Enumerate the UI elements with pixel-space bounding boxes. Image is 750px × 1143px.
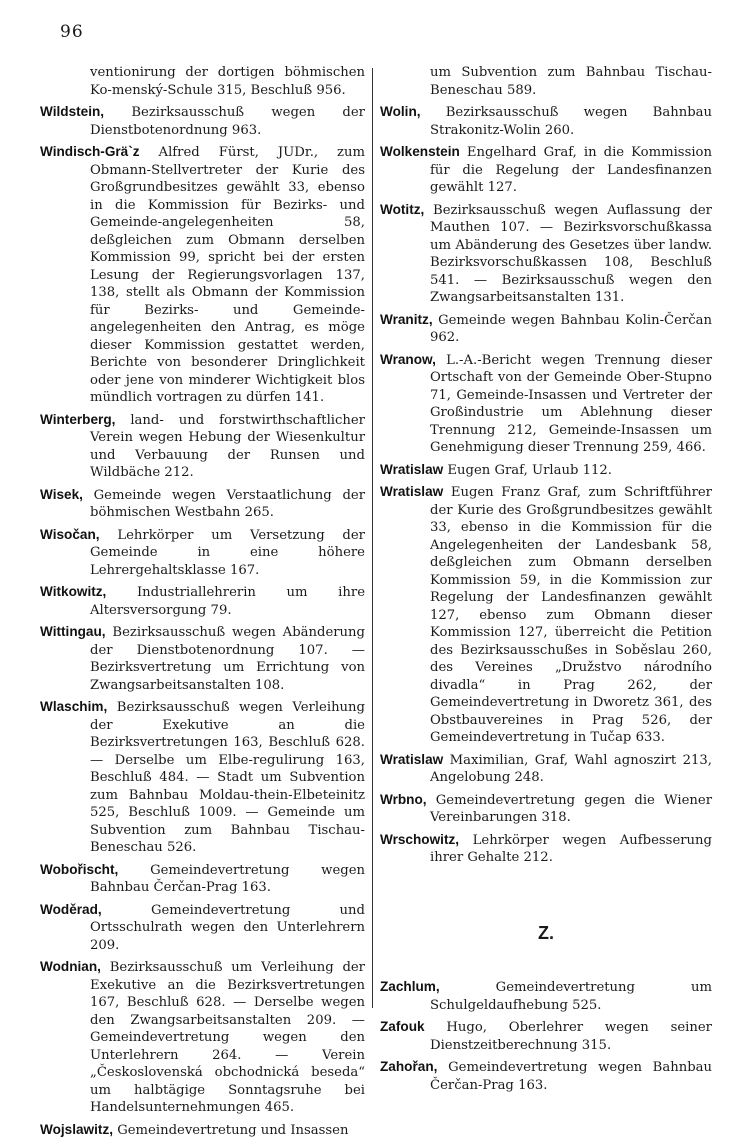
entry-heading: Windisch-Grä`z [40,144,140,159]
entry-text: Bezirksausschuß wegen Auflassung der Mauthen 107. — Bezirksvorschußkassa um Abänderung des Gesetzes über landw. Bezirksvorschußkassen 108, Beschluß 541. — Bezirksausschuß wegen den Zwangsarbeitsanstalten 131. [424,202,712,305]
entry-heading: Zahořan, [380,1059,438,1074]
entry-heading: Wolkenstein [380,144,460,159]
index-entry [380,831,712,867]
entry-heading: Winterberg, [40,411,116,427]
entry-text: Bezirksausschuß wegen Bahnbau Strakonitz-Wolin 260. [420,105,712,138]
page-number: 96 [60,22,84,42]
index-entry [380,1058,712,1094]
entry-heading: Wranow, [380,351,436,367]
entry-text: Lehrkörper um Versetzung der Gemeinde in eine höhere Lehrergehaltsklasse 167. [90,527,365,578]
index-entry [40,1121,365,1140]
entry-text: Gemeindevertretung gegen die Wiener Vereinbarungen 318. [426,792,712,825]
index-entry [380,64,712,99]
entry-text: Gemeinde wegen Verstaatlichung der böhmischen Westbahn 265. [82,487,365,520]
entry-heading: Wranitz, [380,311,433,327]
entry-text: Gemeindevertretung und Insassen [113,1122,349,1138]
entry-heading: Wotitz, [380,201,425,217]
entry-text: Hugo, Oberlehrer wegen seiner Dienstzeitberechnung 315. [424,1020,712,1053]
entry-heading: Wratislaw [380,461,444,477]
index-entry [380,751,712,787]
entry-text: Bezirksausschuß wegen Abänderung der Dienstbotenordnung 107. — Bezirksvertretung um Errichtung von Zwangsarbeitsanstalten 108. [90,625,365,693]
index-entry [40,411,365,482]
right-column [380,64,712,1098]
entry-heading: Wrschowitz, [380,831,460,847]
entry-text: Gemeindevertretung und Ortsschulrath wegen den Unterlehrern 209. [90,902,365,953]
entry-text: Eugen Franz Graf, zum Schriftführer der Kurie des Großgrundbesitzes gewählt 33, ebenso in die Kommission für die Angelegenheiten der Landesbank 58, deßgleichen zum Obmann derselben Kommission 59, in die Kommission zur Regelung der Landesfinanzen gewählt 127, ebenso zum Obmann dieser Kommission 127, überreicht die Petition des Bezirksausschußes in Soběslau 260, des Vereines „Družstvo národního divadla“ in Prag 262, der Gemeindevertretung in Dworetz 361, des Obstbauvereines in Prag 526, der Gemeindevertretung in Tučap 633. [430,485,712,745]
index-entry [380,461,712,480]
entry-text: L.-A.-Bericht wegen Trennung dieser Ortschaft von der Gemeinde Ober-Stupno 71, Gemeinde-Insassen und Vertreter der Großindustrie um Ablehnung dieser Trennung 212, Gemeinde-Insassen um Genehmigung dieser Trennung 259, 466. [430,352,712,455]
column-divider [372,68,373,1008]
index-entry [40,698,365,857]
entry-text: Bezirksausschuß um Verleihung der Exekutive an die Bezirksvertretungen 167, Beschluß 628. — Derselbe wegen den Zwangsarbeitsanstalten 209. — Gemeindevertretung wegen den Unterlehrern 264. — Verein „Československá obchodnická beseda“ um halbtägige Sonntagsruhe bei Handelsunternehmungen 465. [90,960,365,1115]
index-entry [40,901,365,955]
entry-heading: Wildstein, [40,104,105,119]
index-entry [40,143,365,407]
entry-text: Bezirksausschuß wegen Verleihung der Exekutive an die Bezirksvertretungen 163, Beschluß 628. — Derselbe um Elbe-regulirung 163, Beschluß 484. — Stadt um Subvention zum Bahnbau Moldau-thein-Elbeteinitz 525, Beschluß 1009. — Gemeinde um Subvention zum Bahnbau Tischau-Beneschau 526. [90,700,365,855]
entry-heading: Zachlum, [380,979,440,994]
entry-text: Eugen Graf, Urlaub 112. [443,462,612,478]
entry-heading: Wlaschim, [40,699,108,714]
entry-heading: Wrbno, [380,791,427,807]
entry-heading: Wodnian, [40,959,101,974]
entry-text: Engelhard Graf, in die Kommission für die Regelung der Landesfinanzen gewählt 127. [430,145,712,195]
entry-text: Gemeindevertretung wegen Bahnbau Čerčan-Prag 163. [430,1060,712,1093]
entry-text: Bezirksausschuß wegen der Dienstbotenordnung 963. [90,105,365,138]
entry-text: Gemeinde wegen Bahnbau Kolin-Čerčan 962. [430,312,712,345]
index-entry [380,791,712,827]
entry-text: Maximilian, Graf, Wahl agnoszirt 213, Angelobung 248. [430,752,712,785]
entry-text: Lehrkörper wegen Aufbesserung ihrer Gehalte 212. [430,832,712,865]
entry-heading: Wolin, [380,104,421,119]
entry-heading: Witkowitz, [40,584,107,599]
entry-heading: Wratislaw [380,751,444,767]
entry-heading: Wisočan, [40,526,100,542]
index-entry [40,103,365,139]
index-entry [40,486,365,522]
index-entry [380,143,712,197]
index-entry [380,103,712,139]
index-entry [40,64,365,99]
index-entry [380,1018,712,1054]
entry-text: Gemeindevertretung um Schulgeldaufhebung 525. [430,980,712,1013]
index-entry [380,978,712,1014]
index-entry [40,623,365,694]
index-entry [40,861,365,897]
index-entry [380,201,712,307]
index-entry [40,958,365,1117]
entry-text: Gemeindevertretung wegen Bahnbau Čerčan-Prag 163. [90,862,365,895]
entry-text: Industriallehrerin um ihre Altersversorgung 79. [90,585,365,618]
index-entry [380,483,712,747]
entry-text: um Subvention zum Bahnbau Tischau-Beneschau 589. [430,65,712,98]
index-entry [380,311,712,347]
entry-heading: Wisek, [40,486,83,502]
entry-heading: Zafouk [380,1019,425,1034]
entry-heading: Woděrad, [40,901,102,917]
entry-text: ventionirung der dortigen böhmischen Ko-menský-Schule 315, Beschluß 956. [90,65,365,98]
index-entry [40,583,365,619]
entry-text: Alfred Fürst, JUDr., zum Obmann-Stellvertreter der Kurie des Großgrundbesitzes gewählt 33, ebenso in die Kommission für Bezirks- und Gemeinde-angelegenheiten 58, deßgleichen zum Obmann derselben Kommission 99, spricht bei der ersten Lesung der Regierungsvorlagen 137, 138, stellt als Obmann der Kommission für Bezirks- und Gemeinde-angelegenheiten den Antrag, es möge dieser Kommission gestattet werden, Berichte von besonderer Dringlichkeit oder jene von minderer Wichtigkeit blos mündlich vortragen zu dürfen 141. [90,145,365,405]
index-entry [40,526,365,580]
entry-text: land- und forstwirthschaftlicher Verein wegen Hebung der Wiesenkultur und Verbauung der Runsen und Wildbäche 212. [90,412,365,480]
left-column [40,64,365,1143]
entry-heading: Wratislaw [380,484,444,499]
index-entry [380,351,712,457]
entry-heading: Wittingau, [40,624,106,639]
section-letter-z: Z. [538,922,554,943]
entry-heading: Wojslawitz, [40,1121,114,1137]
entry-heading: Wobořischt, [40,861,119,877]
